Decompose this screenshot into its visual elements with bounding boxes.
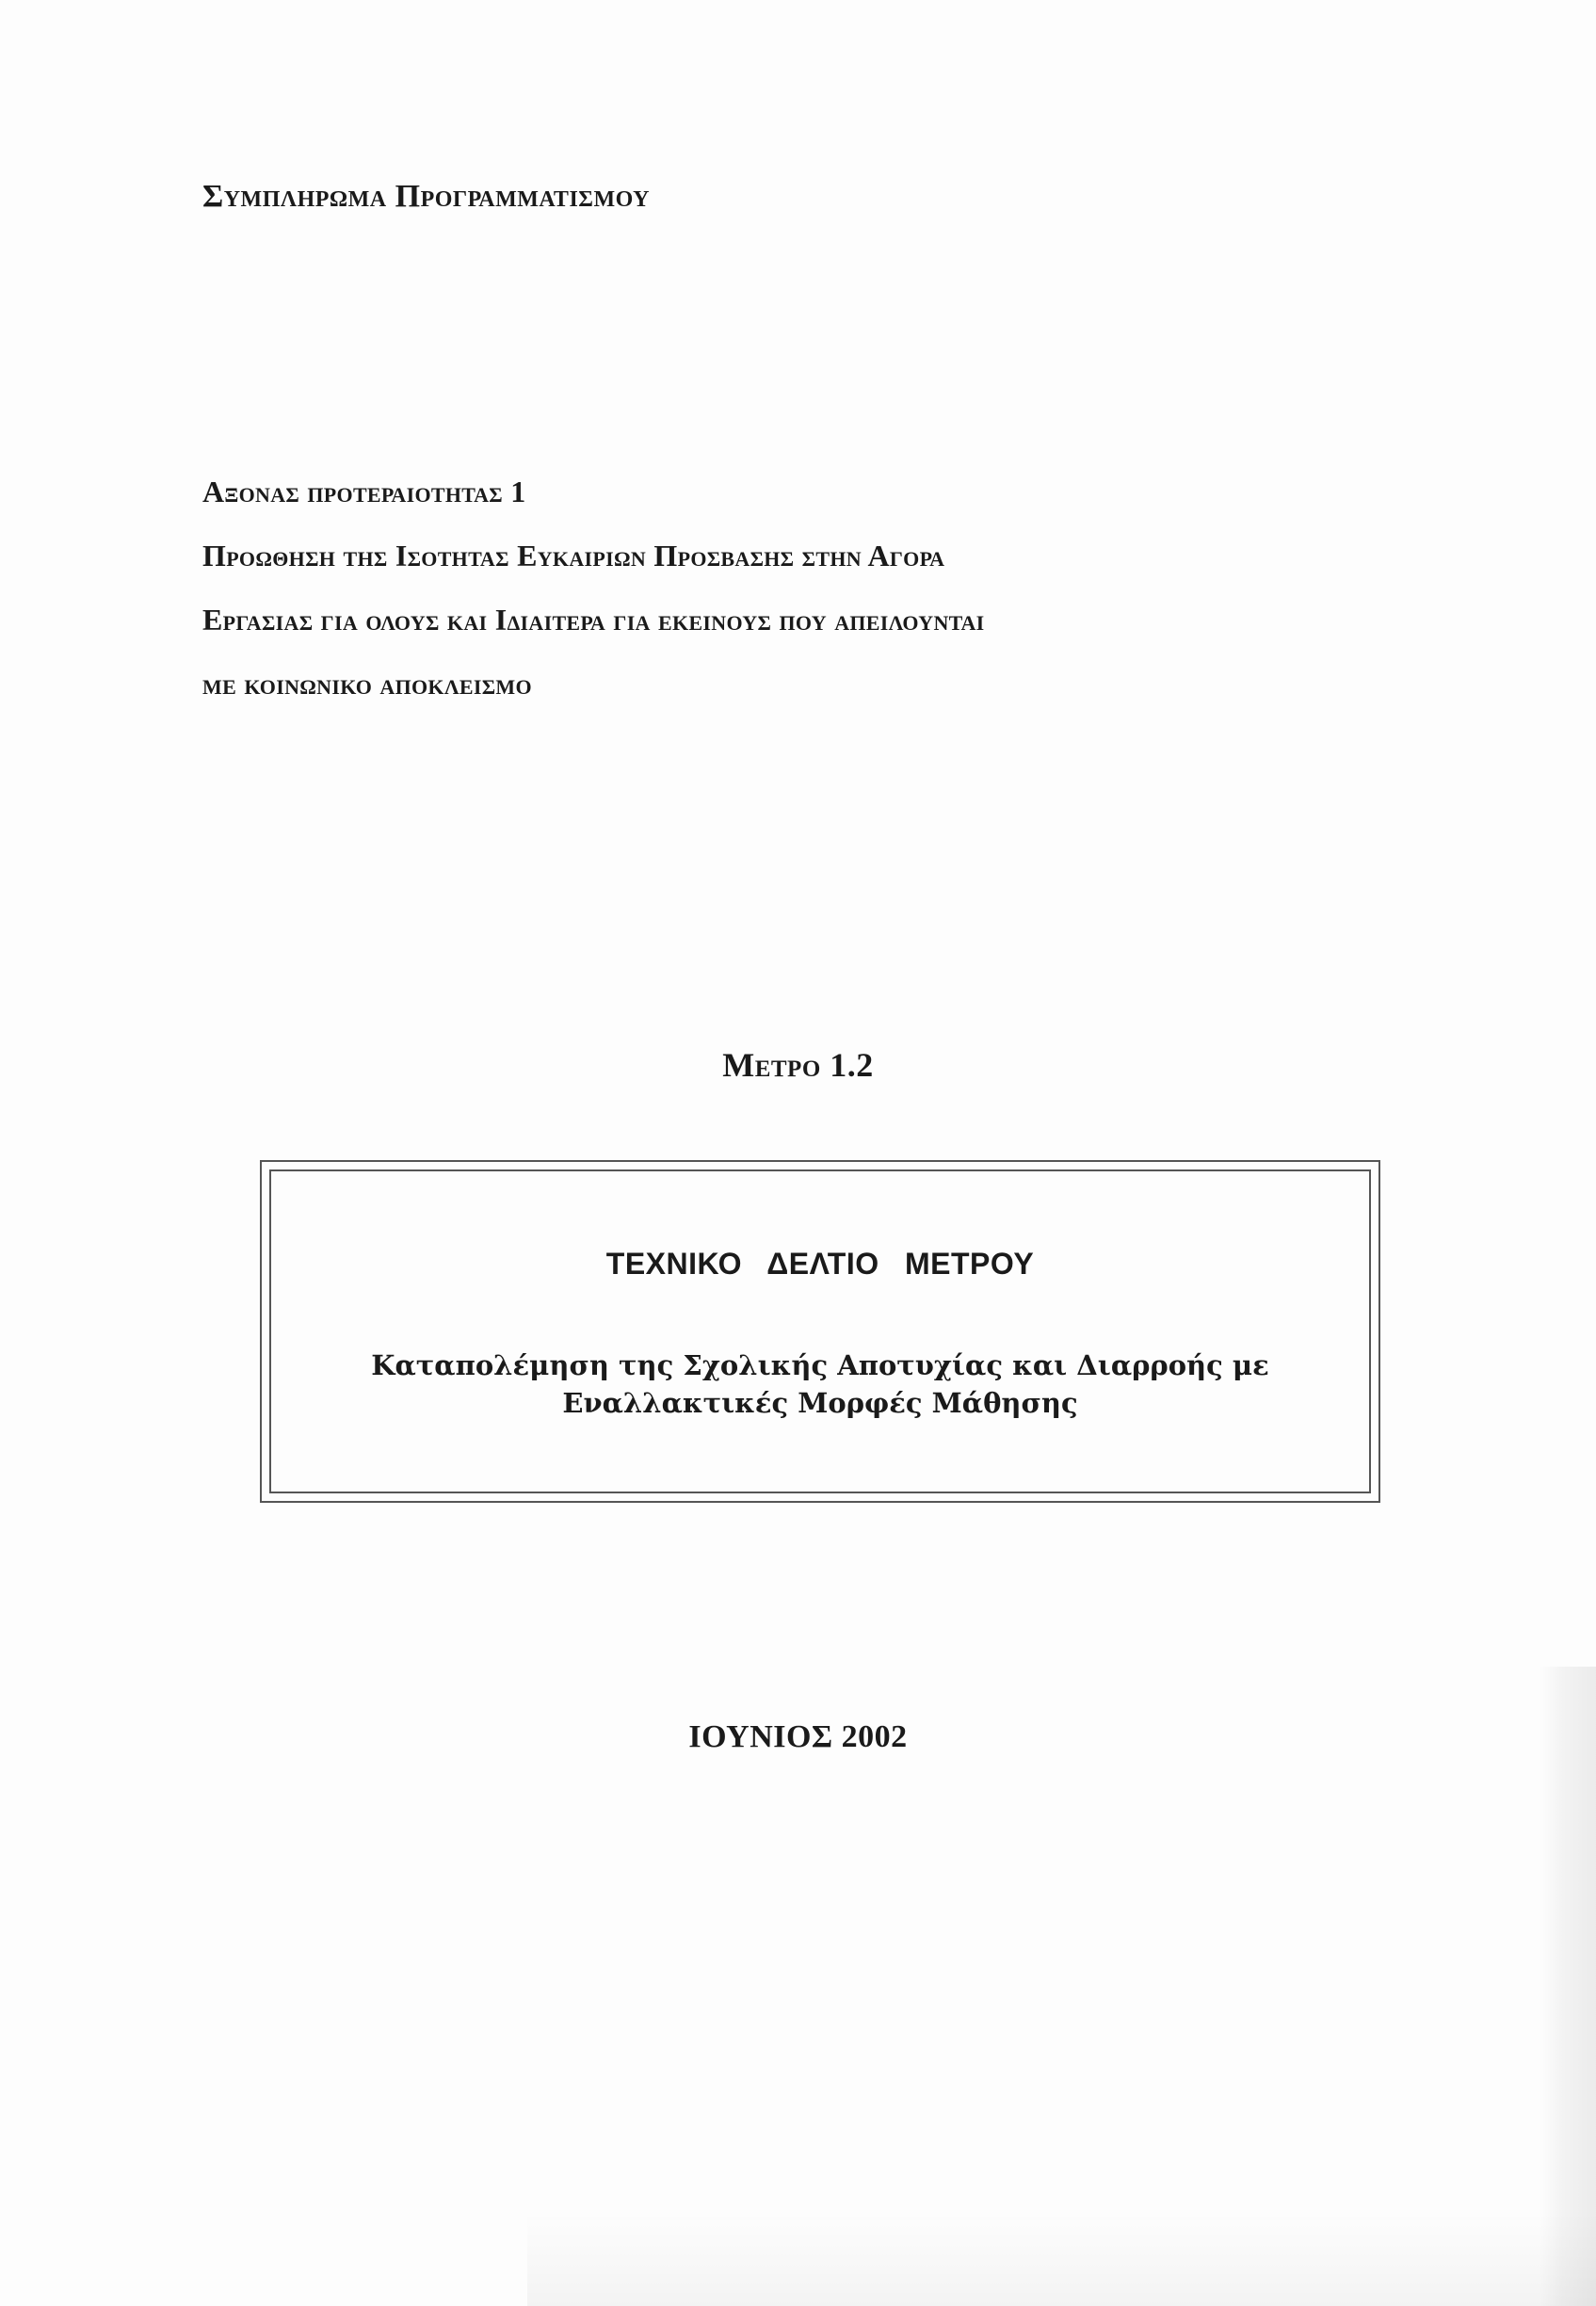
scan-shadow [1540,1667,1596,2306]
subtitle-line: Εναλλακτικές Μορφές Μάθησης [562,1387,1078,1419]
technical-sheet-subtitle [271,1347,1369,1422]
document-type-heading: Συμπληρωμα Προγραμματισμου [202,179,650,214]
subtitle-line: Καταπολέμηση της Σχολικής Αποτυχίας και Διαρροής με [371,1349,1269,1381]
priority-axis-line: Εργασιας για ολους και Ιδιαιτερα για εκεινους που απειλουνται [202,603,985,637]
technical-sheet-title: ΤΕΧΝΙΚΟ ΔΕΛΤΙΟ ΜΕΤΡΟΥ [605,1247,1035,1281]
technical-sheet-inner-frame [269,1169,1371,1493]
priority-axis-line: Προωθηση της Ισοτητας Ευκαιριων Προσβασης στην Αγορα [202,539,945,572]
document-date: ΙΟΥΝΙΟΣ 2002 [688,1719,908,1754]
priority-axis-line: Αξονας προτεραιοτητας 1 [202,475,526,508]
priority-axis-line: με κοινωνικο αποκλεισμο [202,667,532,701]
measure-title: Μετρο 1.2 [722,1046,874,1084]
technical-sheet-box [260,1160,1380,1503]
scan-shadow-bottom [527,2212,1596,2306]
priority-axis-block [202,460,1408,716]
